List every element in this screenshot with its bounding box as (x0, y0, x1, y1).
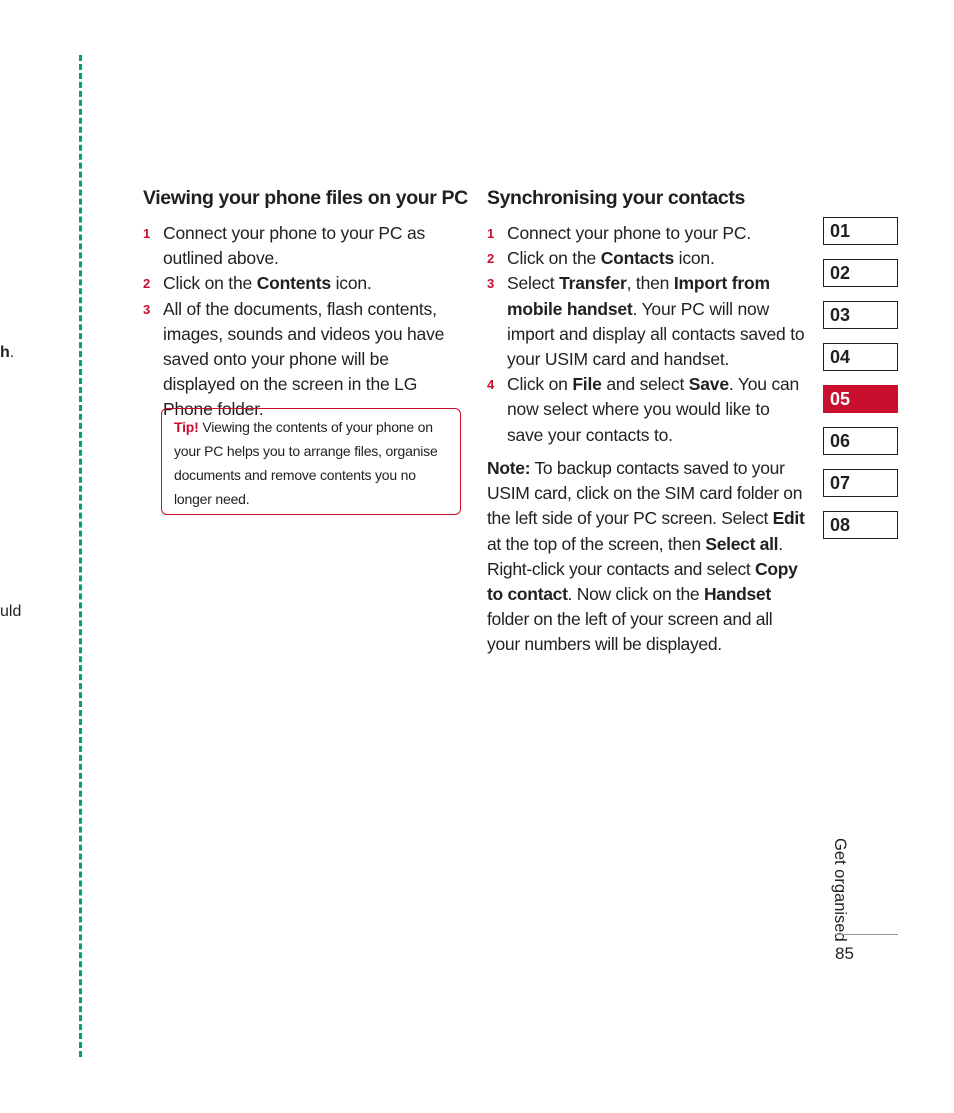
divider (835, 934, 898, 935)
list-item: 3 All of the documents, flash contents, images, sounds and videos you have saved onto your phone will be displayed on the screen in the LG Phone folder. (143, 298, 445, 420)
list-item: 3 Select Transfer, then Import from mobile handset. Your PC will now import and display all contacts saved to your USIM card and handset. (487, 273, 805, 370)
step-number: 3 (487, 276, 495, 292)
step-number: 1 (487, 226, 495, 241)
step-number: 2 (487, 251, 495, 267)
viewing-steps-list (143, 221, 465, 423)
chapter-tab-06[interactable]: 06 (823, 427, 898, 455)
chapter-tab-02[interactable]: 02 (823, 259, 898, 287)
list-item: 2 Click on the Contents icon. (143, 271, 465, 296)
section-heading-viewing-files: Viewing your phone files on your PC (143, 187, 468, 209)
chapter-tab-01[interactable]: 01 (823, 217, 898, 245)
step-number: 1 (143, 226, 151, 241)
list-item: 4 Click on File and select Save. You can now select where you would like to save your contacts to. (487, 374, 800, 445)
tip-label: Tip! (174, 419, 199, 435)
step-number: 3 (143, 301, 151, 317)
page-number: 85 (835, 944, 854, 963)
note-label: Note: (487, 458, 531, 478)
chapter-tab-05[interactable]: 05 (823, 385, 898, 413)
section-heading-sync-contacts: Synchronising your contacts (487, 187, 745, 209)
list-item: 1 Connect your phone to your PC as outlined above. (143, 223, 426, 269)
sync-steps-list (487, 221, 805, 448)
chapter-tab-03[interactable]: 03 (823, 301, 898, 329)
tip-box (161, 408, 461, 515)
previous-page-fragment: h. (0, 344, 15, 361)
dashed-cut-line (79, 55, 82, 1057)
list-item: 1 Connect your phone to your PC. (487, 221, 805, 246)
list-item: 2 Click on the Contacts icon. (487, 246, 805, 271)
chapter-tab-04[interactable]: 04 (823, 343, 898, 371)
step-number: 4 (487, 377, 495, 393)
step-number: 2 (143, 276, 151, 292)
section-side-label: Get organised (831, 838, 849, 942)
previous-page-fragment-2: uld (0, 603, 22, 620)
tip-text: Viewing the contents of your phone on your PC helps you to arrange files, organise documents and remove contents you no longer need. (174, 419, 438, 507)
chapter-tab-08[interactable]: 08 (823, 511, 898, 539)
note-paragraph: Note: To backup contacts saved to your USIM card, click on the SIM card folder on the left side of your PC screen. Select Edit at the top of the screen, then Select all. Right-click your contacts and select Copy to contact. Now click on the Handset folder on the left of your screen and all your numbers will be displayed. (487, 458, 805, 655)
chapter-tab-07[interactable]: 07 (823, 469, 898, 497)
